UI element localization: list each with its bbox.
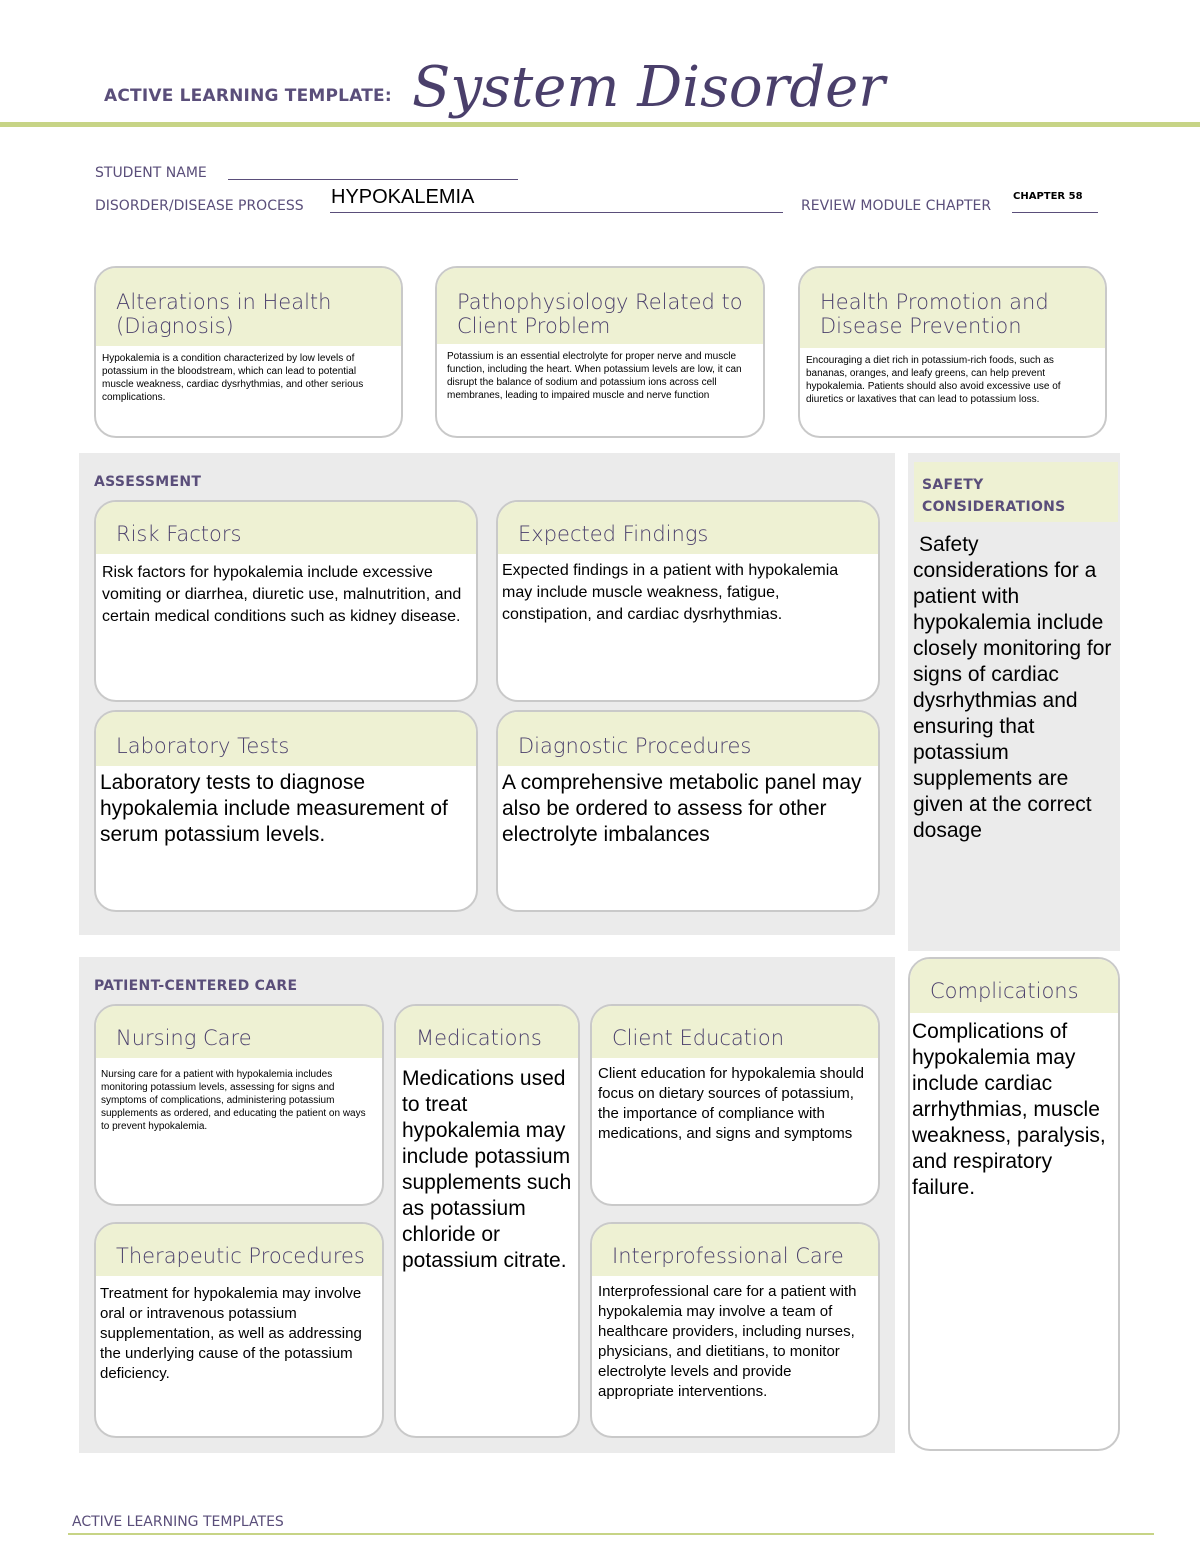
health-promotion-text: Encouraging a diet rich in potassium-rich foods, such as bananas, oranges, and leafy greens, can help prevent hypokalemia. Patients should also avoid excessive use of diuretics or laxatives that can lead to potassium loss.	[806, 355, 1061, 405]
therapeutic-procedures-title: Therapeutic Procedures	[96, 1224, 382, 1276]
header-divider	[0, 122, 1200, 127]
medications-box	[394, 1004, 580, 1438]
health-promotion-box	[798, 266, 1107, 438]
diagnostic-procedures-title: Diagnostic Procedures	[498, 712, 878, 766]
expected-findings-box	[496, 500, 880, 702]
pathophysiology-title: Pathophysiology Related to Client Problem	[437, 268, 763, 344]
therapeutic-procedures-box	[94, 1222, 384, 1438]
complications-text: Complications of hypokalemia may include cardiac arrhythmias, muscle weakness, paralysis, and respiratory failure.	[912, 1020, 1106, 1199]
alterations-title: Alterations in Health (Diagnosis)	[96, 268, 401, 346]
safety-text: Safety considerations for a patient with hypokalemia include closely monitoring for signs of cardiac dysrhythmias and ensuring that potassium supplements are given at the correct dosage	[913, 533, 1112, 842]
expected-findings-text: Expected findings in a patient with hypokalemia may include muscle weakness, fatigue, constipation, and cardiac dysrhythmias.	[502, 562, 839, 623]
nursing-care-box	[94, 1004, 384, 1206]
diagnostic-procedures-box	[496, 710, 880, 912]
pathophysiology-box	[435, 266, 765, 438]
disorder-value: HYPOKALEMIA	[331, 186, 475, 208]
template-label: ACTIVE LEARNING TEMPLATE:	[104, 86, 392, 106]
laboratory-tests-title: Laboratory Tests	[96, 712, 476, 766]
disorder-label: DISORDER/DISEASE PROCESS	[95, 198, 304, 214]
diagnostic-procedures-text: A comprehensive metabolic panel may also be ordered to assess for other electrolyte imbalances	[502, 771, 862, 846]
risk-factors-title: Risk Factors	[96, 502, 476, 554]
student-name-label: STUDENT NAME	[95, 165, 207, 181]
chapter-field[interactable]	[1012, 211, 1098, 213]
page-title: System Disorder	[412, 55, 886, 120]
complications-title: Complications	[910, 959, 1118, 1013]
laboratory-tests-box	[94, 710, 478, 912]
student-name-field[interactable]	[228, 178, 518, 180]
client-education-box	[590, 1004, 880, 1206]
health-promotion-title: Health Promotion and Disease Prevention	[800, 268, 1105, 348]
complications-box	[908, 957, 1120, 1451]
interprofessional-care-text: Interprofessional care for a patient with hypokalemia may involve a team of healthcare providers, including nurses, physicians, and dietitians, to monitor electrolyte levels and provide appropriate interventions.	[598, 1283, 857, 1400]
expected-findings-title: Expected Findings	[498, 502, 878, 554]
laboratory-tests-text: Laboratory tests to diagnose hypokalemia include measurement of serum potassium levels.	[100, 771, 448, 846]
safety-label: SAFETY CONSIDERATIONS	[922, 477, 1066, 515]
risk-factors-text: Risk factors for hypokalemia include excessive vomiting or diarrhea, diuretic use, malnutrition, and certain medical conditions such as kidney disease.	[102, 564, 462, 625]
alterations-text: Hypokalemia is a condition characterized by low levels of potassium in the bloodstream, which can lead to potential muscle weakness, cardiac dysrhythmias, and other serious complications.	[102, 353, 364, 403]
risk-factors-box	[94, 500, 478, 702]
therapeutic-procedures-text: Treatment for hypokalemia may involve oral or intravenous potassium supplementation, as well as addressing the underlying cause of the potassium deficiency.	[100, 1285, 362, 1382]
patient-care-label: PATIENT-CENTERED CARE	[94, 978, 298, 994]
assessment-label: ASSESSMENT	[94, 474, 202, 490]
medications-text: Medications used to treat hypokalemia may include potassium supplements such as potassium chloride or potassium citrate.	[402, 1067, 572, 1272]
client-education-text: Client education for hypokalemia should focus on dietary sources of potassium, the importance of compliance with medications, and signs and symptoms	[598, 1065, 864, 1142]
interprofessional-care-title: Interprofessional Care	[592, 1224, 878, 1276]
footer-divider	[68, 1533, 1154, 1535]
pathophysiology-text: Potassium is an essential electrolyte for proper nerve and muscle function, including the heart. When potassium levels are low, it can disrupt the balance of sodium and potassium ions across cell membranes, leading to impaired muscle and nerve function	[447, 351, 742, 401]
nursing-care-text: Nursing care for a patient with hypokalemia includes monitoring potassium levels, assessing for signs and symptoms of complications, administering potassium supplements as ordered, and educating the patient on ways to prevent hypokalemia.	[101, 1069, 366, 1132]
disorder-field[interactable]	[330, 211, 783, 213]
alterations-box	[94, 266, 403, 438]
medications-title: Medications	[396, 1006, 578, 1058]
nursing-care-title: Nursing Care	[96, 1006, 382, 1058]
interprofessional-care-box	[590, 1222, 880, 1438]
chapter-value: CHAPTER 58	[1013, 191, 1083, 202]
chapter-label: REVIEW MODULE CHAPTER	[801, 198, 992, 214]
client-education-title: Client Education	[592, 1006, 878, 1058]
footer-label: ACTIVE LEARNING TEMPLATES	[72, 1514, 284, 1530]
